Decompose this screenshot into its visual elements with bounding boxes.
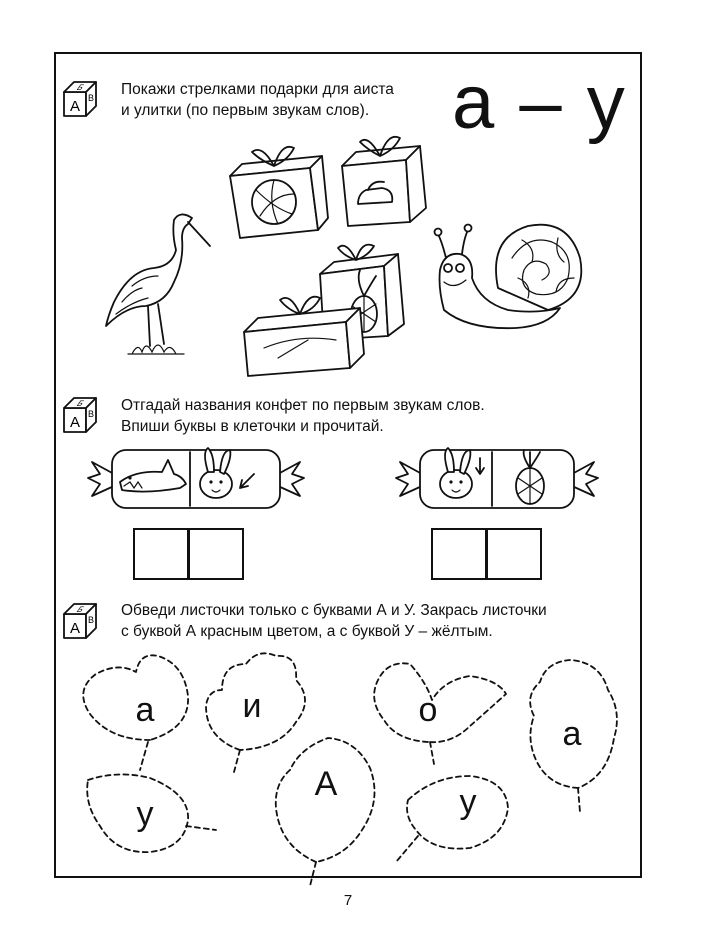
cube-side-letter: В xyxy=(87,615,95,625)
cube-side-letter: В xyxy=(87,409,95,419)
task-2-line-1: Отгадай названия конфет по первым звукам слов. xyxy=(121,397,485,414)
cube-top-letter: Б xyxy=(74,82,87,92)
leaf-letter-6: А xyxy=(314,765,338,803)
leaf-letter-4: а xyxy=(562,715,582,753)
cube-front-letter: А xyxy=(69,98,81,115)
big-letters-title: а – у xyxy=(452,60,627,145)
leaf-letter-1: а xyxy=(135,691,155,729)
task-1-line-2: и улитки (по первым звукам слов). xyxy=(121,102,370,119)
cube-top-letter: Б xyxy=(74,604,87,614)
leaf-outline xyxy=(276,738,375,886)
cube-front-letter: А xyxy=(69,620,81,637)
page-number: 7 xyxy=(343,892,353,909)
leaf-letter-7: у xyxy=(459,783,477,821)
cube-side-letter: В xyxy=(87,93,95,103)
leaf-letter-2: и xyxy=(242,687,262,725)
task-1-line-1: Покажи стрелками подарки для аиста xyxy=(121,81,394,98)
leaf-letter-3: о xyxy=(418,691,438,729)
leaf-letter-5: у xyxy=(136,795,154,833)
task-3-line-2: с буквой А красным цветом, а с буквой У – жёлтым. xyxy=(121,623,493,640)
task-3-line-1: Обведи листочки только с буквами А и У. Закрась листочки xyxy=(121,602,547,619)
task-2-line-2: Впиши буквы в клеточки и прочитай. xyxy=(121,418,384,435)
cube-top-letter: Б xyxy=(74,398,87,408)
cube-front-letter: А xyxy=(69,414,81,431)
